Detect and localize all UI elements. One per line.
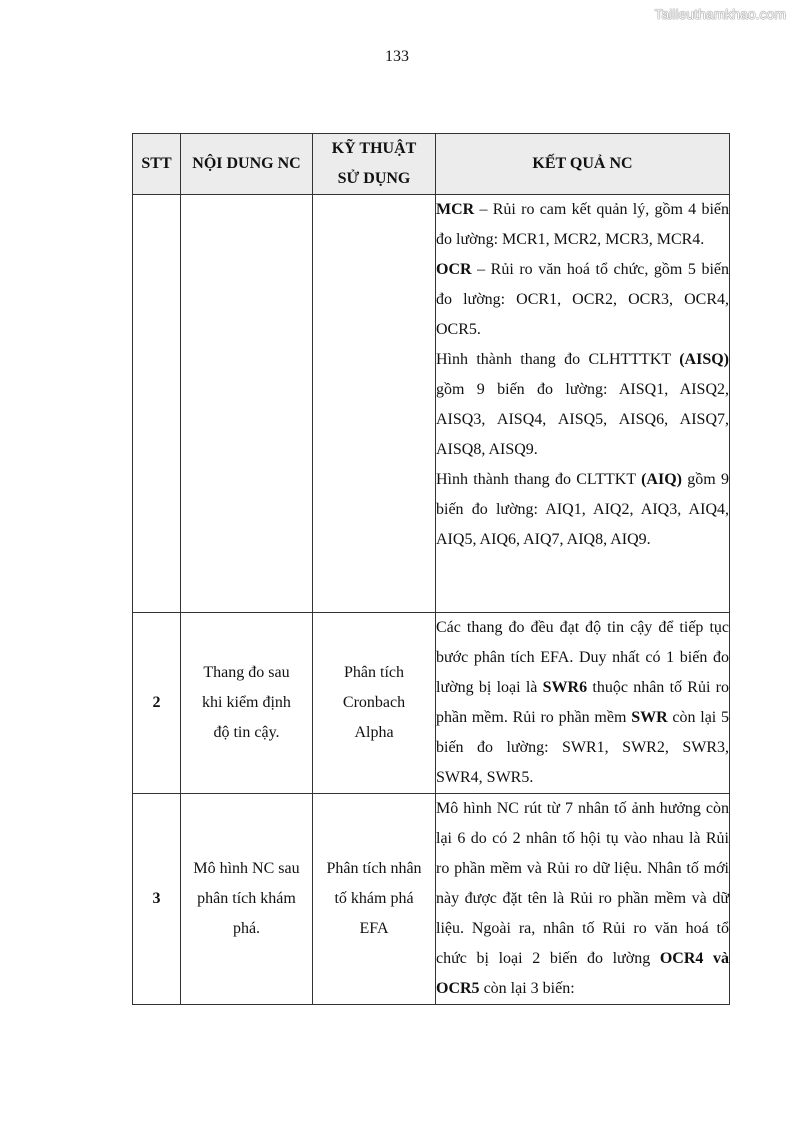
result-text: còn lại 3 biến: <box>479 980 575 997</box>
technique-line: Cronbach <box>342 694 406 711</box>
result-paragraph <box>436 345 729 465</box>
code-mcr: MCR <box>436 201 475 218</box>
results-table <box>132 133 730 1005</box>
header-stt: STT <box>133 134 181 195</box>
result-paragraph <box>436 255 729 345</box>
result-text: gồm 9 biến đo lường: AIQ1, AIQ2, AIQ3, AIQ4, AIQ5, AIQ6, AIQ7, AIQ8, AIQ9. <box>436 471 730 548</box>
code-aisq: (AISQ) <box>679 351 729 368</box>
result-paragraph <box>436 195 729 255</box>
content-line: phân tích khám <box>197 890 296 907</box>
technique-line: Alpha <box>354 724 394 741</box>
content-line: khi kiểm định <box>202 694 291 711</box>
content-line: phá. <box>232 920 261 937</box>
content-line: Mô hình NC sau <box>193 860 300 877</box>
result-text: thuộc nhân tố Rủi ro phần mềm. Rủi ro phần mềm <box>436 679 730 726</box>
row-stt: 2 <box>133 613 181 794</box>
row-stt <box>133 195 181 613</box>
page-number: 133 <box>385 48 409 65</box>
code-aiq: (AIQ) <box>641 471 682 488</box>
code-ocr4-ocr5: OCR4 và OCR5 <box>436 950 729 997</box>
technique-line: tố khám phá <box>334 890 414 907</box>
header-result: KẾT QUẢ NC <box>436 134 730 195</box>
result-text: gồm 9 biến đo lường: AISQ1, AISQ2, AISQ3, AISQ4, AISQ5, AISQ6, AISQ7, AISQ8, AISQ9. <box>436 381 729 458</box>
header-content: NỘI DUNG NC <box>181 134 313 195</box>
row-content <box>181 195 313 613</box>
technique-line: Phân tích nhân <box>326 860 422 877</box>
header-technique <box>313 134 436 195</box>
result-text: còn lại 5 biến đo lường: SWR1, SWR2, SWR3, SWR4, SWR5. <box>436 709 730 786</box>
row-technique <box>313 195 436 613</box>
code-swr: SWR <box>631 709 668 726</box>
row-content <box>181 613 313 794</box>
watermark: Tailieuthamkhao.com <box>654 6 786 22</box>
table-row <box>133 794 730 1005</box>
row-result <box>436 613 730 794</box>
code-swr6: SWR6 <box>542 679 588 696</box>
content-line: Thang đo sau <box>203 664 290 681</box>
table-row <box>133 613 730 794</box>
row-technique <box>313 794 436 1005</box>
result-text: – Rủi ro văn hoá tổ chức, gồm 5 biến đo lường: OCR1, OCR2, OCR3, OCR4, OCR5. <box>436 261 729 338</box>
row-result <box>436 794 730 1005</box>
row-stt: 3 <box>133 794 181 1005</box>
row-result <box>436 195 730 613</box>
result-text: – Rủi ro cam kết quản lý, gồm 4 biến đo lường: MCR1, MCR2, MCR3, MCR4. <box>436 201 729 248</box>
code-ocr: OCR <box>436 261 472 278</box>
result-text: Hình thành thang đo CLHTTTKT <box>436 351 680 368</box>
row-technique <box>313 613 436 794</box>
header-technique-line1: KỸ THUẬT <box>331 140 417 157</box>
result-paragraph <box>436 613 729 793</box>
result-text: Hình thành thang đo CLTTKT <box>436 471 642 488</box>
result-text: Các thang đo đều đạt độ tin cậy để tiếp tục bước phân tích EFA. Duy nhất có 1 biến đo lường bị loại là <box>436 619 729 696</box>
technique-line: Phân tích <box>344 664 404 681</box>
content-line: độ tin cậy. <box>213 724 280 741</box>
result-text: Mô hình NC rút từ 7 nhân tố ảnh hưởng còn lại 6 do có 2 nhân tố hội tụ vào nhau là Rủi ro phần mềm và Rủi ro dữ liệu. Nhân tố mới này được đặt tên là Rủi ro phần mềm và dữ liệu. Ngoài ra, nhân tố Rủi ro văn hoá tổ chức bị loại 2 biến đo lường <box>436 800 729 967</box>
technique-line: EFA <box>359 920 389 937</box>
header-row <box>133 134 730 195</box>
result-paragraph <box>436 794 729 1004</box>
result-paragraph <box>436 465 729 555</box>
header-technique-line2: SỬ DỤNG <box>337 170 411 187</box>
table-row <box>133 195 730 613</box>
row-content <box>181 794 313 1005</box>
